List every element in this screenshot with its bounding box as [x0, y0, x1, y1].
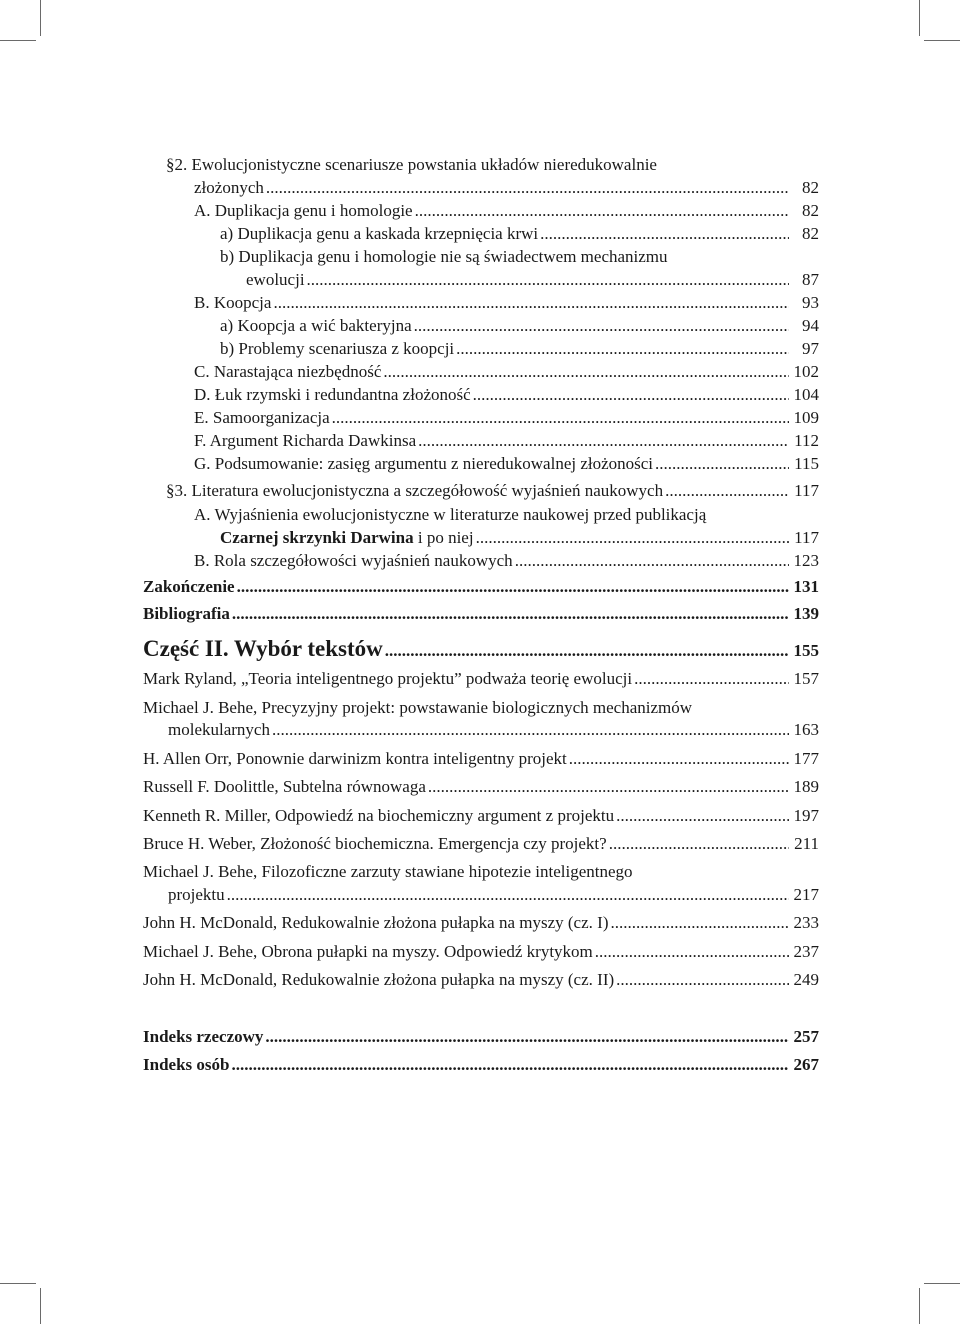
leader-dots	[665, 481, 789, 501]
leader-dots	[515, 551, 789, 571]
leader-dots	[237, 577, 789, 597]
leader-dots	[610, 913, 789, 933]
toc-entry-a-duplication	[194, 201, 819, 221]
toc-entry-sec3-a-line1: A. Wyjaśnienia ewolucjonistyczne w literaturze naukowej przed publikacją	[194, 505, 707, 524]
leader-dots	[569, 749, 789, 769]
leader-dots	[428, 777, 789, 797]
toc-entry-sec2	[194, 178, 819, 198]
toc-entry-title: C. Narastająca niezbędność	[194, 362, 382, 381]
leader-dots	[616, 970, 789, 990]
toc-page-number: 117	[794, 481, 819, 500]
toc-entry-title: a) Duplikacja genu a kaskada krzepnięcia krwi	[220, 224, 539, 243]
leader-dots	[456, 339, 789, 359]
leader-dots	[473, 385, 789, 405]
toc-entry-e	[194, 408, 819, 428]
toc-page-number: 163	[793, 720, 819, 739]
toc-entry-title: G. Podsumowanie: zasięg argumentu z nieredukowalnej złożoności	[194, 454, 654, 473]
leader-dots	[227, 885, 789, 905]
leader-dots	[307, 270, 789, 290]
toc-entry-title: Bibliografia	[143, 604, 230, 623]
toc-entry-title: B. Rola szczegółowości wyjaśnień naukowych	[194, 551, 513, 570]
toc-entry-title: H. Allen Orr, Ponownie darwinizm kontra inteligentny projekt	[143, 749, 567, 768]
toc-page-number: 82	[802, 201, 819, 220]
toc-page-number: 112	[794, 431, 819, 450]
toc-entry-title: D. Łuk rzymski i redundantna złożoność	[194, 385, 471, 404]
toc-entry-title: §3. Literatura ewolucjonistyczna a szczegółowość wyjaśnień naukowych	[166, 481, 664, 500]
toc-entry-title: Russell F. Doolittle, Subtelna równowaga	[143, 777, 426, 796]
toc-entry-behe1-line1: Michael J. Behe, Precyzyjny projekt: powstawanie biologicznych mechanizmów	[143, 698, 693, 717]
toc-entry-mcdonald2	[143, 970, 819, 990]
toc-entry-title: John H. McDonald, Redukowalnie złożona pułapka na myszy (cz. II)	[143, 970, 615, 989]
toc-entry-title: Mark Ryland, „Teoria inteligentnego projektu” podważa teorię ewolucji	[143, 669, 633, 688]
toc-page-number: 189	[793, 777, 819, 796]
toc-page-number: 104	[793, 385, 819, 404]
toc-page-number: 177	[793, 749, 819, 768]
leader-dots	[540, 224, 789, 244]
toc-entry-title: Indeks osób	[143, 1055, 230, 1074]
toc-entry-part-2	[143, 636, 819, 662]
toc-page-number: 197	[793, 806, 819, 825]
toc-entry-title: a) Koopcja a wić bakteryjna	[220, 316, 412, 335]
toc-entry-behe2-line1: Michael J. Behe, Filozoficzne zarzuty stawiane hipotezie inteligentnego	[143, 862, 633, 881]
toc-entry-conclusion	[143, 577, 819, 597]
toc-entry-d	[194, 385, 819, 405]
leader-dots	[265, 1027, 789, 1047]
toc-entry-sec3-b	[194, 551, 819, 571]
toc-page-number: 82	[802, 224, 819, 243]
toc-entry-behe3	[143, 942, 819, 962]
toc-entry-title: Zakończenie	[143, 577, 235, 596]
toc-entry-sec2-line1: §2. Ewolucjonistyczne scenariusze powstania układów nieredukowalnie	[166, 155, 657, 174]
leader-dots	[476, 528, 789, 548]
toc-page-number: 97	[802, 339, 819, 358]
toc-entry-a-duplication-a	[220, 224, 819, 244]
toc-entry-title: Indeks rzeczowy	[143, 1027, 264, 1046]
toc-entry-title: Michael J. Behe, Obrona pułapki na myszy. Odpowiedź krytykom	[143, 942, 593, 961]
toc-entry-bibliography	[143, 604, 819, 624]
book-title-bold: Czarnej skrzynki Darwina	[220, 528, 414, 547]
toc-page-number: 94	[802, 316, 819, 335]
leader-dots	[418, 431, 789, 451]
toc-entry-title: John H. McDonald, Redukowalnie złożona pułapka na myszy (cz. I)	[143, 913, 609, 932]
toc-page-number: 102	[793, 362, 819, 381]
toc-entry-mcdonald1	[143, 913, 819, 933]
toc-entry-b-cooption-b	[220, 339, 819, 359]
toc-entry-title: b) Problemy scenariusza z koopcji	[220, 339, 455, 358]
toc-page-number: 123	[793, 551, 819, 570]
toc-entry-name-index	[143, 1055, 819, 1075]
toc-page-number: 93	[802, 293, 819, 312]
toc-entry-title: B. Koopcja	[194, 293, 272, 312]
leader-dots	[634, 669, 789, 689]
toc-entry-subject-index	[143, 1027, 819, 1047]
leader-dots	[385, 641, 789, 661]
leader-dots	[595, 942, 789, 962]
toc-entry-ryland	[143, 669, 819, 689]
toc-entry-title	[220, 528, 474, 548]
toc-entry-g	[194, 454, 819, 474]
toc-entry-title: złożonych	[194, 178, 264, 197]
toc-page-number: 211	[794, 834, 819, 853]
toc-entry-doolittle	[143, 777, 819, 797]
toc-page-number: 267	[793, 1055, 819, 1074]
toc-entry-title: projektu	[168, 885, 225, 904]
toc-entry-miller	[143, 806, 819, 826]
toc-page-number: 115	[794, 454, 819, 473]
toc-entry-title: molekularnych	[168, 720, 270, 739]
toc-page-number: 117	[794, 528, 819, 547]
toc-entry-title: Bruce H. Weber, Złożoność biochemiczna. Emergencja czy projekt?	[143, 834, 607, 853]
toc-page-number: 109	[793, 408, 819, 427]
toc-entry-title: A. Duplikacja genu i homologie	[194, 201, 413, 220]
toc-entry-behe1	[168, 720, 819, 740]
toc-page-number: 157	[793, 669, 819, 688]
leader-dots	[415, 201, 789, 221]
toc-part-title: Część II. Wybór tekstów	[143, 636, 383, 661]
toc-entry-sec3	[166, 481, 819, 501]
toc-page-number: 249	[793, 970, 819, 989]
toc-entry-title-rest: i po niej	[413, 528, 474, 547]
toc-entry-title: Kenneth R. Miller, Odpowiedź na biochemiczny argument z projektu	[143, 806, 615, 825]
leader-dots	[383, 362, 789, 382]
toc-entry-title: ewolucji	[246, 270, 305, 289]
toc-entry-title: F. Argument Richarda Dawkinsa	[194, 431, 417, 450]
leader-dots	[273, 293, 789, 313]
toc-page-number: 155	[793, 641, 819, 660]
toc-entry-sec3-a	[220, 528, 819, 548]
toc-entry-behe2	[168, 885, 819, 905]
toc-page-number: 87	[802, 270, 819, 289]
leader-dots	[266, 178, 789, 198]
leader-dots	[332, 408, 789, 428]
toc-page-number: 217	[793, 885, 819, 904]
toc-page-number: 139	[793, 604, 819, 623]
toc-page-number: 131	[793, 577, 819, 596]
leader-dots	[231, 1055, 789, 1075]
toc-page-number: 233	[793, 913, 819, 932]
leader-dots	[616, 806, 789, 826]
toc-entry-orr	[143, 749, 819, 769]
toc-entry-f	[194, 431, 819, 451]
leader-dots	[655, 454, 789, 474]
toc-entry-a-duplication-b-line1: b) Duplikacja genu i homologie nie są świadectwem mechanizmu	[220, 247, 668, 266]
toc-entry-c	[194, 362, 819, 382]
toc-page-number: 237	[793, 942, 819, 961]
toc-entry-b-cooption-a	[220, 316, 819, 336]
toc-entry-title: E. Samoorganizacja	[194, 408, 330, 427]
leader-dots	[414, 316, 789, 336]
toc-page-number: 257	[793, 1027, 819, 1046]
toc-entry-weber	[143, 834, 819, 854]
toc-entry-a-duplication-b	[246, 270, 819, 290]
toc-page-number: 82	[802, 178, 819, 197]
leader-dots	[609, 834, 789, 854]
leader-dots	[232, 604, 789, 624]
leader-dots	[272, 720, 789, 740]
toc-entry-b-cooption	[194, 293, 819, 313]
